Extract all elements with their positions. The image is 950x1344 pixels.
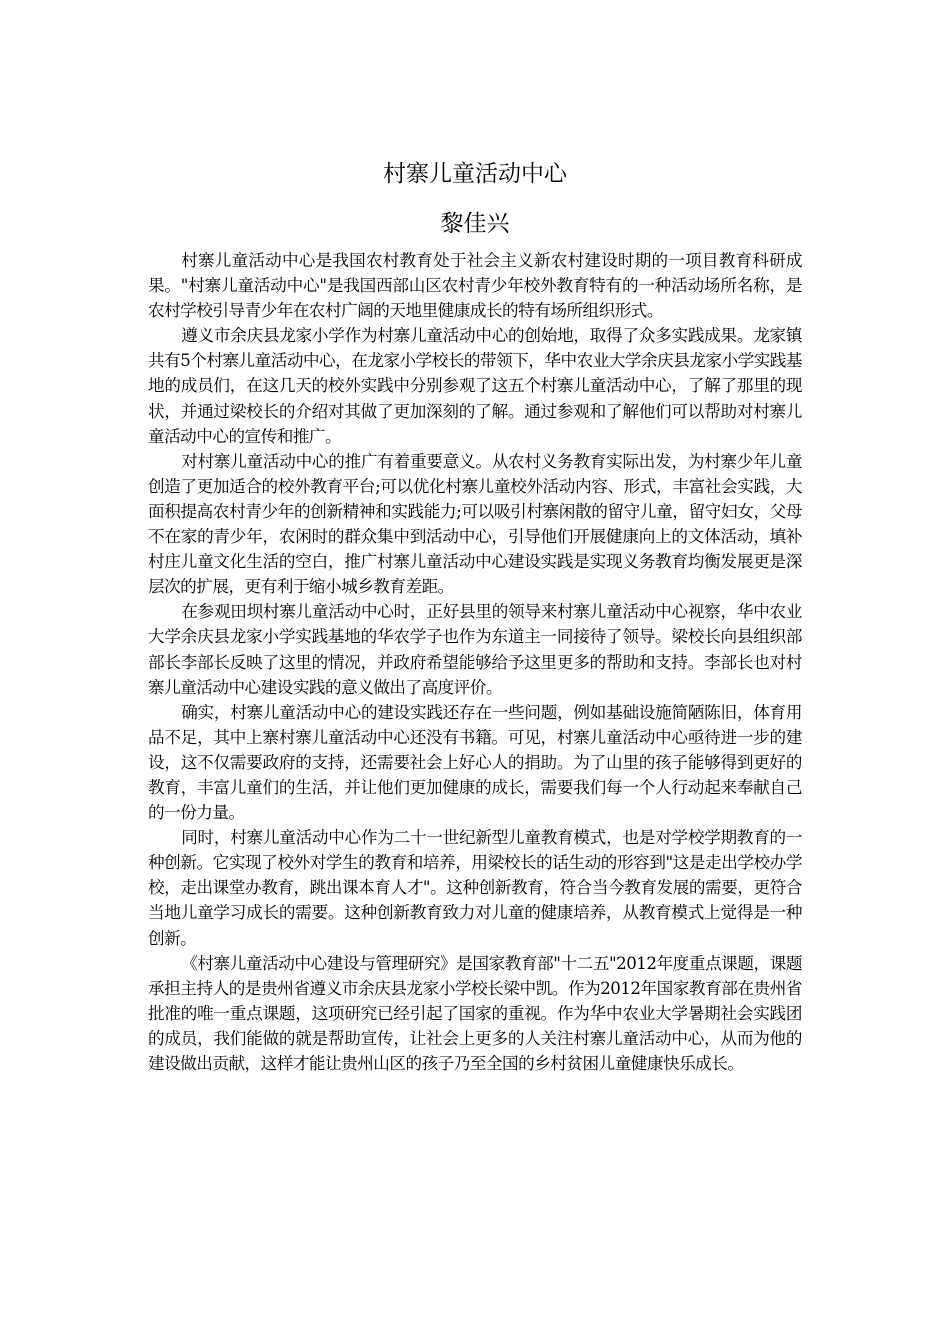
paragraph-1: 村寨儿童活动中心是我国农村教育处于社会主义新农村建设时期的一项目教育科研成果。"村寨儿童活动中心"是我国西部山区农村青少年校外教育特有的一种活动场所名称，是农村学校引导青少年在农村广阔的天地里健康成长的特有场所组织形式。 [148,251,802,321]
paragraph-2: 遵义市余庆县龙家小学作为村寨儿童活动中心的创始地，取得了众多实践成果。龙家镇共有5个村寨儿童活动中心，在龙家小学校长的带领下，华中农业大学余庆县龙家小学实践基地的成员们，在这几天的校外实践中分别参观了这五个村寨儿童活动中心，了解了那里的现状，并通过梁校长的介绍对其做了更加深刻的了解。通过参观和了解他们可以帮助对村寨儿童活动中心的宣传和推广。 [148,326,802,446]
paragraph-4: 在参观田坝村寨儿童活动中心时，正好县里的领导来村寨儿童活动中心视察，华中农业大学余庆县龙家小学实践基地的华农学子也作为东道主一同接待了领导。梁校长向县组织部部长李部长反映了这里的情况，并政府希望能够给予这里更多的帮助和支持。李部长也对村寨儿童活动中心建设实践的意义做出了高度评价。 [148,602,802,697]
paragraph-3: 对村寨儿童活动中心的推广有着重要意义。从农村义务教育实际出发，为村寨少年儿童创造了更加适合的校外教育平台;可以优化村寨儿童校外活动内容、形式，丰富社会实践，大面积提高农村青少年的创新精神和实践能力;可以吸引村寨闲散的留守儿童，留守妇女，父母不在家的青少年，农闲时的群众集中到活动中心，引导他们开展健康向上的文体活动，填补村庄儿童文化生活的空白，推广村寨儿童活动中心建设实践是实现义务教育均衡发展更是深层次的扩展，更有利于缩小城乡教育差距。 [148,451,802,597]
paragraph-6: 同时，村寨儿童活动中心作为二十一世纪新型儿童教育模式，也是对学校学期教育的一种创新。它实现了校外对学生的教育和培养，用梁校长的话生动的形容到"这是走出学校办学校，走出课堂办教育，跳出课本育人才"。这种创新教育，符合当今教育发展的需要，更符合当地儿童学习成长的需要。这种创新教育致力对儿童的健康培养，从教育模式上觉得是一种创新。 [148,828,802,948]
paragraph-7: 《村寨儿童活动中心建设与管理研究》是国家教育部"十二五"2012年度重点课题，课题承担主持人的是贵州省遵义市余庆县龙家小学校长梁中凯。作为2012年国家教育部在贵州省批准的唯一重点课题，这项研究已经引起了国家的重视。作为华中农业大学暑期社会实践团的成员，我们能做的就是帮助宣传，让社会上更多的人关注村寨儿童活动中心，从而为他的建设做出贡献，这样才能让贵州山区的孩子乃至全国的乡村贫困儿童健康快乐成长。 [148,953,802,1073]
paragraph-5: 确实，村寨儿童活动中心的建设实践还存在一些问题，例如基础设施简陋陈旧，体育用品不足，其中上寨村寨儿童活动中心还没有书籍。可见，村寨儿童活动中心亟待进一步的建设，这不仅需要政府的支持，还需要社会上好心人的捐助。为了山里的孩子能够得到更好的教育，丰富儿童们的生活，并让他们更加健康的成长，需要我们每一个人行动起来奉献自己的一份力量。 [148,702,802,823]
document-author: 黎佳兴 [440,211,510,237]
document-body [148,248,802,1076]
document-title: 村寨儿童活动中心 [383,161,567,187]
